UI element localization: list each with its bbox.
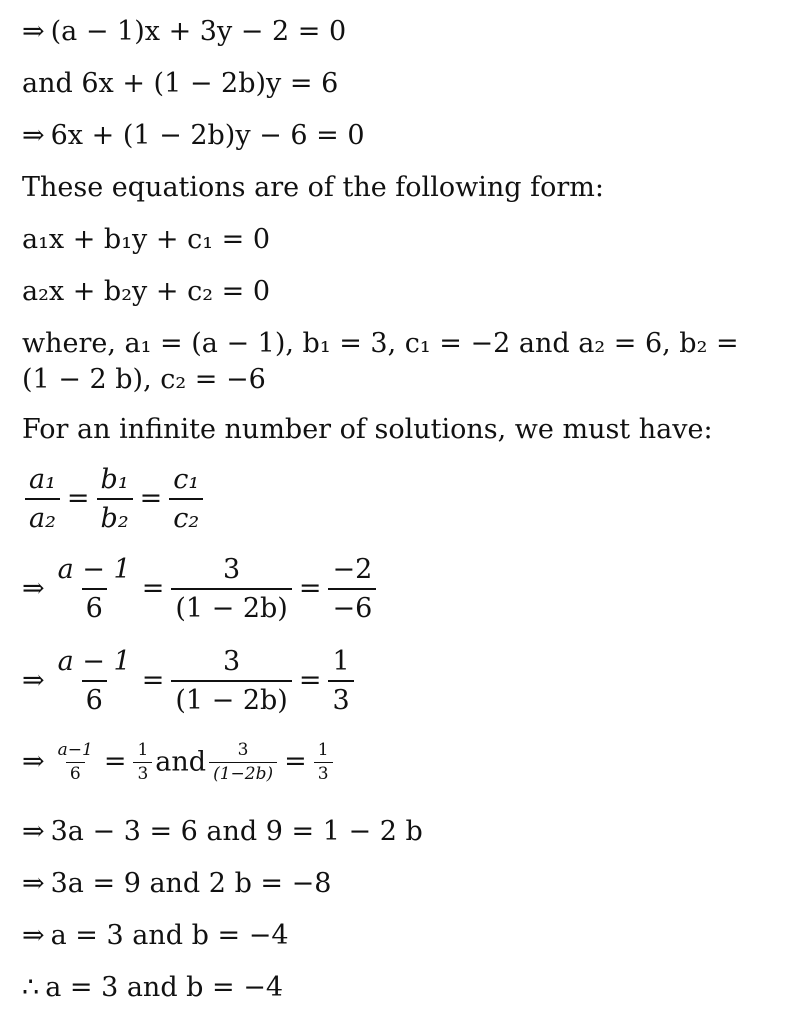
line-17 (22, 922, 289, 949)
fraction-a1-a2: $\frac{\text{a₁}}{\text{a₂}}$ (25, 466, 60, 534)
and-word: and (155, 746, 207, 778)
general-form-2: a₂x + b₂y + c₂ = 0 (22, 276, 270, 307)
implies-symbol: ⇒ (22, 746, 45, 778)
small-fraction-1-over-3: $\frac{1}{3}$ (314, 742, 333, 784)
fraction-minus2-over-minus6: $\frac{-2}{-6}$ (328, 556, 376, 624)
implies-symbol: ⇒ (22, 868, 45, 899)
therefore-symbol: ∴ (22, 972, 40, 1003)
small-fraction-a-minus-1-over-6: $\frac{a-1}{6}$ (57, 740, 93, 784)
implies-symbol: ⇒ (22, 816, 45, 847)
equation-3: 6x + (1 − 2b)y − 6 = 0 (50, 120, 365, 151)
ratio-condition: $\frac{\text{a₁}}{\text{a₂}}$ = $\frac{\text{b₁}}{\text{b₂}}$ = $\frac{\text{c₁}}{\text{c₂}}$ (22, 466, 206, 534)
small-fraction-3-over-1-minus-2b: $\frac{3}{(1-2b)}$ (209, 742, 277, 784)
line-5 (22, 226, 270, 253)
fraction-3-over-1-minus-2b: $\frac{3}{(1 - 2b)}$ (171, 556, 292, 624)
simplified-ratios: ⇒ $\frac{a - 1}{6}$ = $\frac{3}{(1 - 2b)}$ = $\frac{1}{3}$ (22, 648, 357, 716)
line-1 (22, 18, 346, 45)
line-8 (22, 366, 266, 393)
fraction-a-minus-1-over-6: $\frac{a - 1}{6}$ (57, 554, 131, 625)
implies-symbol: ⇒ (22, 920, 45, 951)
general-form-1: a₁x + b₁y + c₁ = 0 (22, 224, 270, 255)
fraction-a-minus-1-over-6: $\frac{a - 1}{6}$ (57, 646, 131, 717)
substituted-ratios: ⇒ $\frac{a - 1}{6}$ = $\frac{3}{(1 - 2b)}$ = $\frac{-2}{-6}$ (22, 556, 379, 624)
equation-16: 3a = 9 and 2 b = −8 (50, 868, 332, 899)
fraction-1-over-3: $\frac{1}{3}$ (328, 648, 353, 716)
line-3 (22, 122, 365, 149)
fraction-3-over-1-minus-2b: $\frac{3}{(1 - 2b)}$ (171, 648, 292, 716)
fraction-c1-c2: $\frac{\text{c₁}}{\text{c₂}}$ (169, 466, 203, 534)
split-equations: ⇒ $\frac{a-1}{6}$ = $\frac{1}{3}$ and $\frac{3}{(1-2b)}$ = $\frac{1}{3}$ (22, 742, 336, 784)
small-fraction-1-over-3: $\frac{1}{3}$ (133, 742, 152, 784)
final-answer: a = 3 and b = −4 (45, 972, 284, 1003)
condition-text: For an infinite number of solutions, we must have: (22, 414, 713, 445)
line-7 (22, 330, 739, 357)
line-4 (22, 174, 604, 201)
line-9 (22, 416, 713, 443)
line-15 (22, 818, 423, 845)
line-18 (22, 974, 283, 1001)
implies-symbol: ⇒ (22, 16, 45, 47)
line-2 (22, 70, 338, 97)
equation-17: a = 3 and b = −4 (50, 920, 289, 951)
implies-symbol: ⇒ (22, 665, 45, 697)
equation-15: 3a − 3 = 6 and 9 = 1 − 2 b (50, 816, 423, 847)
form-intro-text: These equations are of the following form: (22, 172, 604, 203)
fraction-b1-b2: $\frac{\text{b₁}}{\text{b₂}}$ (97, 466, 133, 534)
coefficients-text-cont: (1 − 2 b), c₂ = −6 (22, 364, 266, 395)
line-16 (22, 870, 331, 897)
coefficients-text: where, a₁ = (a − 1), b₁ = 3, c₁ = −2 and a₂ = 6, b₂ = (22, 328, 739, 359)
equation-2: and 6x + (1 − 2b)y = 6 (22, 68, 339, 99)
equation-1: (a − 1)x + 3y − 2 = 0 (50, 16, 347, 47)
implies-symbol: ⇒ (22, 120, 45, 151)
line-6 (22, 278, 270, 305)
implies-symbol: ⇒ (22, 573, 45, 605)
